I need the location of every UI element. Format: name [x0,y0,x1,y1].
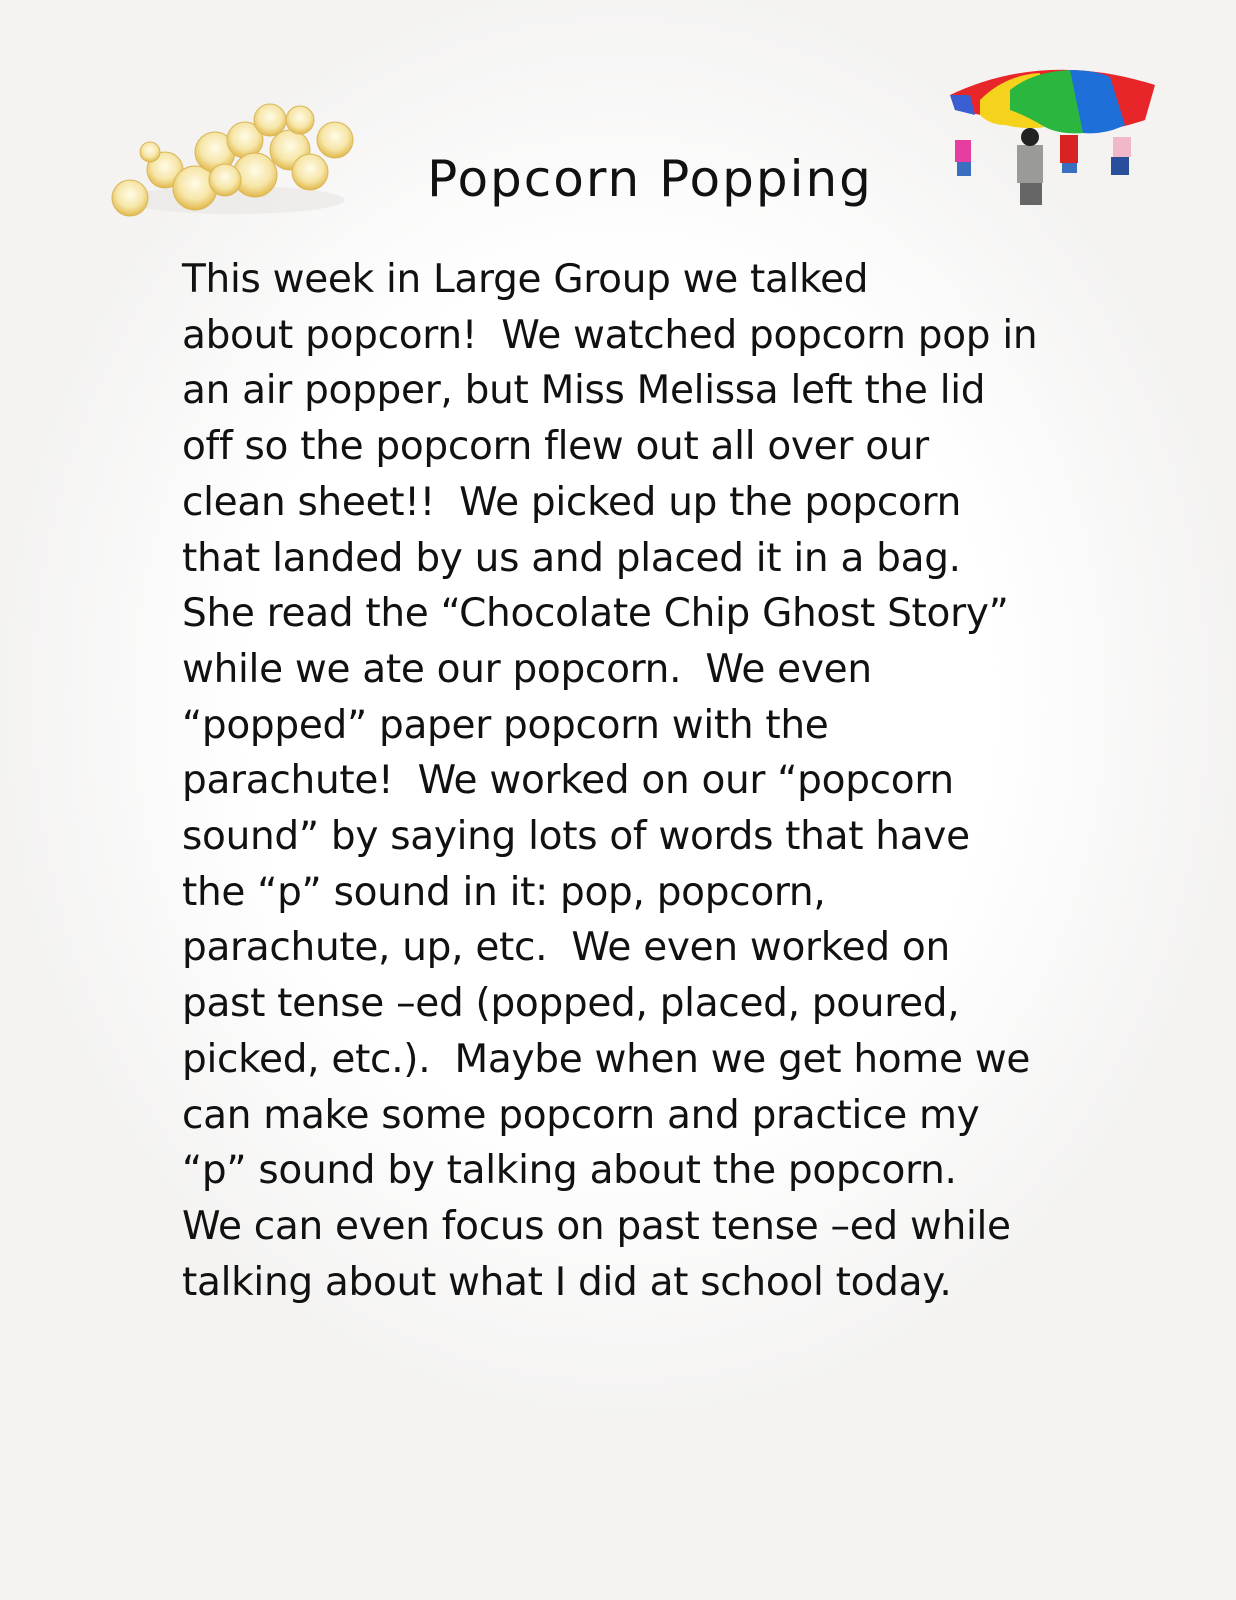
text-line: She read the “Chocolate Chip Ghost Story” [182,591,1009,637]
text-line: off so the popcorn flew out all over our [182,424,929,470]
text-line: picked, etc.). Maybe when we get home we [182,1036,1031,1082]
text-line: This week in Large Group we talked [182,257,869,302]
parachute-kids-image [945,55,1165,240]
text-line: can make some popcorn and practice my [182,1092,980,1138]
text-line: sound” by saying lots of words that have [182,814,970,860]
text-line: that landed by us and placed it in a bag. [182,535,961,581]
text-line: an air popper, but Miss Melissa left the lid [182,368,986,414]
body-paragraph [182,252,1037,1310]
document-title: Popcorn Popping [427,150,873,208]
text-line: past tense –ed (popped, placed, poured, [182,981,960,1027]
text-line: “popped” paper popcorn with the [182,702,829,748]
text-line: We can even focus on past tense –ed while [182,1203,1011,1249]
text-line: while we ate our popcorn. We even [182,646,872,692]
text-line: clean sheet!! We picked up the popcorn [182,479,962,525]
text-line: parachute! We worked on our “popcorn [182,758,954,804]
text-line: “p” sound by talking about the popcorn. [182,1148,957,1194]
text-line: parachute, up, etc. We even worked on [182,925,950,971]
text-line: about popcorn! We watched popcorn pop in [182,312,1038,358]
text-line: talking about what I did at school today. [182,1259,952,1305]
text-line: the “p” sound in it: pop, popcorn, [182,869,826,915]
